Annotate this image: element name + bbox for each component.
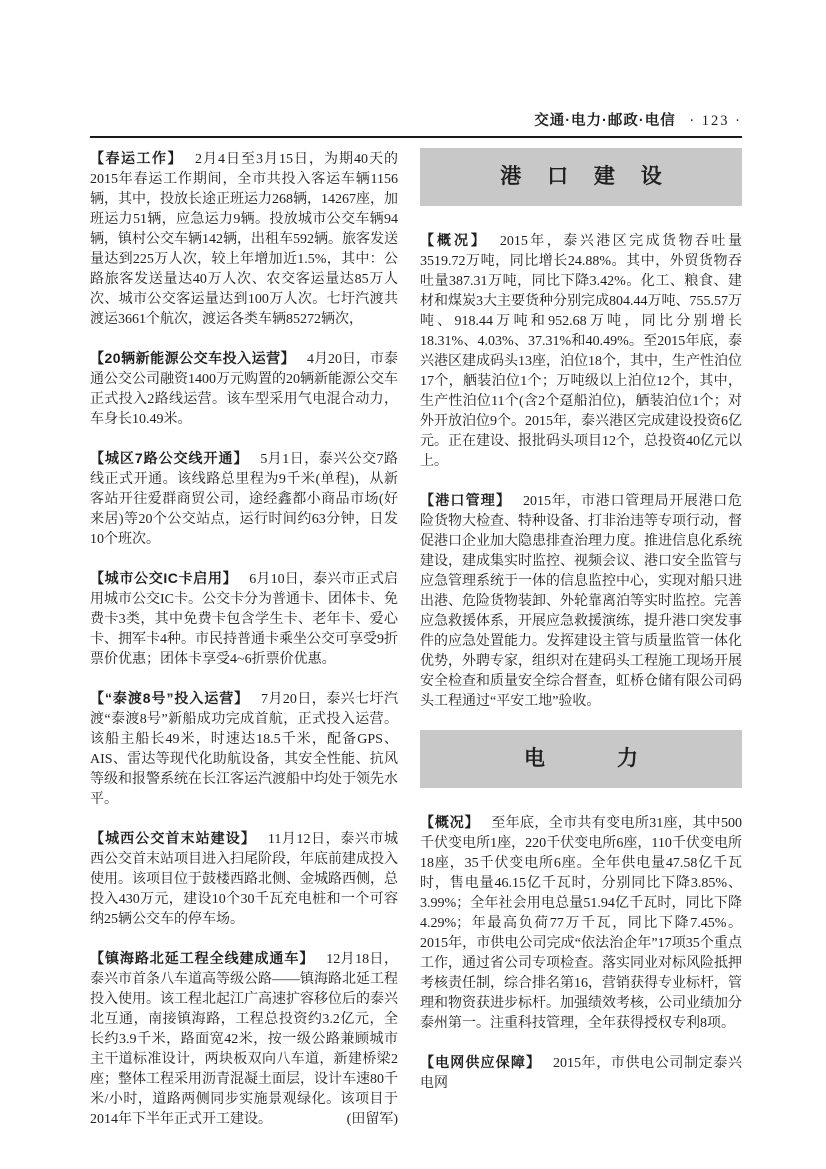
entry-label: 【城区7路公交线开通】 [90, 450, 249, 466]
entry-port-overview [420, 230, 742, 472]
entry-label: 【电网供应保障】 [420, 1054, 542, 1070]
entry-label: 【概况】 [420, 814, 480, 830]
entry-text: 2015年，市港口管理局开展港口危险货物大检查、特种设备、打非治违等专项行动，督促港口企业加大隐患排查治理力度。推进信息化系统建设，建成集实时监控、视频会议、港口安全监管与应急管理系统于一体的信息监控中心，实现对船只进出港、危险货物装卸、外轮靠离泊等实时监控。完善应急救援体系，开展应急救援演练，提升港口突发事件的应急处置能力。发挥建设主管与质量监管一体化优势，外聘专家，组织对在建码头工程施工现场开展安全检查和质量安全综合督查，虹桥仓储有限公司码头工程通过“平安工地”验收。 [420, 494, 743, 709]
two-column-body [90, 148, 742, 1130]
entry-text: 2015年，泰兴港区完成货物吞吐量3519.72万吨，同比增长24.88%。其中，外贸货物吞吐量387.31万吨，同比下降3.42%。化工、粮食、建材和煤炭3大主要货种分别完成804.44万吨、755.57万吨、918.44万吨和952.68万吨，同比分别增长18.31%、4.03%、37.31%和40.49%。至2015年底，泰兴港区建成码头13座，泊位18个，其中，生产性泊位17个，舾装泊位1个；万吨级以上泊位12个，其中，生产性泊位11个(含2个趸船泊位)，舾装泊位1个；对外开放泊位9个。2015年，泰兴港区完成建设投资6亿元。正在建设、报批码头项目12个，总投资40亿元以上。 [420, 234, 743, 469]
entry-text: 12月18日，泰兴市首条八车道高等级公路——镇海路北延工程投入使用。该工程北起江广高速扩容移位后的泰兴北互通，南接镇海路，工程总投资约3.2亿元，全长约3.9千米，路面宽42米，按一级公路兼顾城市主干道标准设计，两块板双向八车道，新建桥梁2座；整体工程采用沥青混凝土面层，设计车速80千米/小时，道路两侧同步实施景观绿化。该项目于2014年下半年正式开工建设。 [90, 952, 398, 1127]
entry-text: 4月20日，市泰通公交公司融资1400万元购置的20辆新能源公交车正式投入2路线运营。该车型采用气电混合动力，车身长10.49米。 [90, 352, 398, 427]
entry-label: 【城市公交IC卡启用】 [90, 570, 238, 586]
entry-zhenhai-road-extension [90, 948, 398, 1130]
entry-text: 11月12日，泰兴市城西公交首末站项目进入扫尾阶段，年底前建成投入使用。该项目位于鼓楼西路北侧、金城路西侧，总投入430万元，建设10个30千瓦充电桩和一个可容纳25辆公交车的停车场。 [90, 832, 399, 927]
section-heading-port-construction: 港 口 建 设 [420, 148, 742, 206]
section-heading-electric-power: 电 力 [420, 730, 742, 788]
entry-taidu-8-ferry [90, 688, 398, 810]
page-number: · 123 · [689, 113, 742, 129]
entry-label: 【概况】 [420, 232, 488, 248]
entry-label: 【春运工作】 [90, 150, 184, 166]
entry-label: 【港口管理】 [420, 492, 512, 508]
entry-text: 5月1日，泰兴公交7路线正式开通。该线路总里程为9千米(单程)，从新客站开往爱群商贸公司，途经鑫都小商品市场(好来居)等20个公交站点，运行时间约63分钟，日发10个班次。 [90, 452, 399, 547]
entry-spring-festival-transport [90, 148, 398, 330]
entry-text: 6月10日，泰兴市正式启用城市公交IC卡。公交卡分为普通卡、团体卡、免费卡3类，其中免费卡包含学生卡、老年卡、爱心卡、拥军卡4种。市民持普通卡乘坐公交可享受9折票价优惠；团体卡享受4~6折票价优惠。 [90, 572, 399, 667]
right-column [420, 148, 742, 1130]
entry-label: 【城西公交首末站建设】 [90, 830, 256, 846]
entry-power-overview [420, 812, 742, 1034]
entry-port-management [420, 490, 742, 712]
entry-grid-supply-guarantee [420, 1052, 742, 1094]
entry-west-bus-terminal [90, 828, 398, 930]
entry-text: 2015年，市供电公司制定泰兴电网 [420, 1056, 743, 1091]
entry-bus-line-7 [90, 448, 398, 550]
page-header [90, 0, 742, 138]
author-signature: (田留军) [346, 1112, 398, 1127]
entry-label: 【20辆新能源公交车投入运营】 [90, 350, 296, 366]
entry-new-energy-buses [90, 348, 398, 430]
entry-text: 7月20日，泰兴七圩汽渡“泰渡8号”新船成功完成首航，正式投入运营。该船主船长49米，时速达18.5千米，配备GPS、AIS、雷达等现代化助航设备，其安全性能、抗风等级和报警系统在长江客运汽渡船中均处于领先水平。 [90, 692, 398, 807]
running-head-title: 交通·电力·邮政·电信 [534, 113, 676, 129]
entry-text: 2月4日至3月15日，为期40天的2015年春运工作期间，全市共投入客运车辆1156辆，其中，投放长途正班运力268辆，14267座，加班运力51辆，应急运力9辆。投放城市公交车辆94辆，镇村公交车辆142辆，出租车592辆。旅客发送量达到225万人次，较上年增加近1.5%，其中：公路旅客发送量达40万人次、农交客运量达85万人次、城市公交客运量达到100万人次。七圩汽渡共渡运3661个航次，渡运各类车辆85272辆次， [90, 152, 399, 327]
entry-ic-card [90, 568, 398, 670]
entry-label: 【“泰渡8号”投入运营】 [90, 690, 250, 706]
entry-text: 至年底，全市共有变电所31座，其中500千伏变电所1座，220千伏变电所6座，110千伏变电所18座，35千伏变电所6座。全年供电量47.58亿千瓦时，售电量46.15亿千瓦时，分别同比下降3.85%、3.99%；全年社会用电总量51.94亿千瓦时，同比下降4.29%；年最高负荷77万千瓦，同比下降7.45%。2015年，市供电公司完成“依法治企年”17项35个重点工作，通过省公司专项检查。落实同业对标风险抵押考核责任制，综合排名第16，营销获得专业标杆，管理和物资获进步标杆。加强绩效考核，公司业绩加分泰州第一。注重科技管理，全年获得授权专利8项。 [420, 816, 742, 1031]
left-column [90, 148, 398, 1130]
entry-label: 【镇海路北延工程全线建成通车】 [90, 950, 315, 966]
